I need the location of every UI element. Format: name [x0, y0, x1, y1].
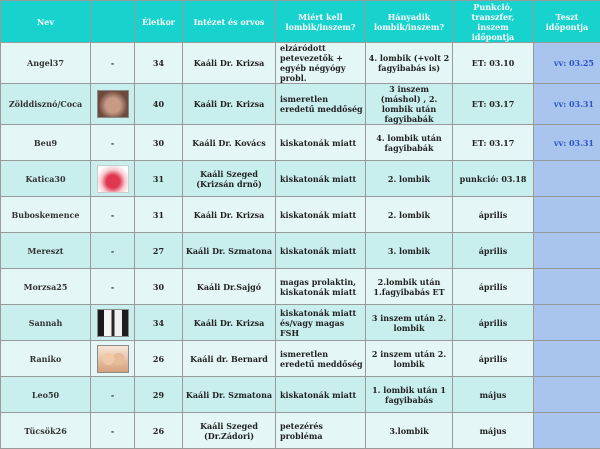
age-cell: 40 [135, 84, 183, 125]
test-cell [534, 413, 600, 449]
name-cell: Buboskemence [1, 197, 91, 233]
clinic-cell: Kaáli Dr. Krizsa [183, 305, 276, 341]
photo-cell: - [91, 233, 135, 269]
which-cell: 3.lombik [366, 413, 453, 449]
photo-cell [91, 161, 135, 197]
reason-cell: kiskatonák miatt [276, 161, 366, 197]
photo-cell: - [91, 269, 135, 305]
name-cell: Zölddisznó/Coca [1, 84, 91, 125]
clinic-cell: Kaáli Dr. Krizsa [183, 43, 276, 84]
name-cell: Mereszt [1, 233, 91, 269]
test-cell [534, 197, 600, 233]
age-cell: 31 [135, 161, 183, 197]
name-cell: Leo50 [1, 377, 91, 413]
punct-cell: ET: 03.17 [453, 84, 534, 125]
reason-cell: kiskatonák miatt [276, 125, 366, 161]
name-cell: Sannah [1, 305, 91, 341]
dogs-photo [97, 309, 129, 337]
table-row [1, 233, 600, 269]
which-cell: 2. lombik [366, 197, 453, 233]
age-cell: 31 [135, 197, 183, 233]
punct-cell: április [453, 269, 534, 305]
age-cell: 30 [135, 125, 183, 161]
which-cell: 2. lombik [366, 161, 453, 197]
which-cell: 3. lombik [366, 233, 453, 269]
table-row [1, 305, 600, 341]
test-cell [534, 269, 600, 305]
photo-cell: - [91, 197, 135, 233]
punct-cell: április [453, 233, 534, 269]
age-cell: 34 [135, 43, 183, 84]
table-row [1, 84, 600, 125]
test-cell: vv: 03.31 [534, 125, 600, 161]
reason-cell: kiskatonák miatt és/vagy magas FSH [276, 305, 366, 341]
punct-cell: május [453, 413, 534, 449]
header-age: Életkor [135, 1, 183, 43]
heart-photo [97, 165, 129, 193]
which-cell: 4. lombik (+volt 2 fagyibabás is) [366, 43, 453, 84]
which-cell: 2.lombik után 1.fagyibabás ET [366, 269, 453, 305]
punct-cell: ET: 03.10 [453, 43, 534, 84]
photo-cell: - [91, 377, 135, 413]
clinic-cell: Kaáli Szeged (Krizsán drnő) [183, 161, 276, 197]
test-cell: vv: 03.31 [534, 84, 600, 125]
clinic-cell: Kaáli dr. Bernard [183, 341, 276, 377]
name-cell: Angel37 [1, 43, 91, 84]
name-cell: Katica30 [1, 161, 91, 197]
pig-photo [97, 90, 129, 118]
table-row [1, 161, 600, 197]
clinic-cell: Kaáli Dr.Sajgó [183, 269, 276, 305]
couple-photo [97, 345, 129, 373]
table-row [1, 269, 600, 305]
header-which: Hányadik lombik/inszem? [366, 1, 453, 43]
header-clinic: Intézet és orvos [183, 1, 276, 43]
age-cell: 27 [135, 233, 183, 269]
reason-cell: petezérés probléma [276, 413, 366, 449]
photo-cell [91, 305, 135, 341]
reason-cell: ismeretlen eredetű meddőség [276, 341, 366, 377]
reason-cell: kiskatonák miatt [276, 197, 366, 233]
clinic-cell: Kaáli Dr. Szmatona [183, 233, 276, 269]
clinic-cell: Kaáli Dr. Krizsa [183, 197, 276, 233]
which-cell: 3 inszem után 2. lombik [366, 305, 453, 341]
table-row [1, 43, 600, 84]
table-row [1, 341, 600, 377]
table-row [1, 377, 600, 413]
header-row [1, 1, 600, 43]
header-punct: Punkció, transzfer, inszem időpontja [453, 1, 534, 43]
table-row [1, 413, 600, 449]
table-row [1, 197, 600, 233]
age-cell: 30 [135, 269, 183, 305]
punct-cell: április [453, 305, 534, 341]
photo-cell [91, 84, 135, 125]
clinic-cell: Kaáli Dr. Kovács [183, 125, 276, 161]
reason-cell: magas prolaktin, kiskatonák miatt [276, 269, 366, 305]
photo-cell: - [91, 43, 135, 84]
which-cell: 2 inszem után 2. lombik [366, 341, 453, 377]
age-cell: 29 [135, 377, 183, 413]
reason-cell: kiskatonák miatt [276, 377, 366, 413]
age-cell: 26 [135, 413, 183, 449]
header-test: Teszt időpontja [534, 1, 600, 43]
header-photo [91, 1, 135, 43]
photo-cell: - [91, 125, 135, 161]
test-cell: vv: 03.25 [534, 43, 600, 84]
which-cell: 1. lombik után 1 fagyibabás [366, 377, 453, 413]
reason-cell: kiskatonák miatt [276, 233, 366, 269]
test-cell [534, 161, 600, 197]
test-cell [534, 377, 600, 413]
table-row [1, 125, 600, 161]
name-cell: Beu9 [1, 125, 91, 161]
test-cell [534, 341, 600, 377]
test-cell [534, 305, 600, 341]
name-cell: Morzsa25 [1, 269, 91, 305]
punct-cell: punkció: 03.18 [453, 161, 534, 197]
punct-cell: május [453, 377, 534, 413]
clinic-cell: Kaáli Dr. Szmatona [183, 377, 276, 413]
clinic-cell: Kaáli Szeged (Dr.Zádori) [183, 413, 276, 449]
punct-cell: április [453, 341, 534, 377]
which-cell: 4. lombik után fagyibabák [366, 125, 453, 161]
photo-cell: - [91, 413, 135, 449]
age-cell: 34 [135, 305, 183, 341]
age-cell: 26 [135, 341, 183, 377]
reason-cell: ismeretlen eredetű meddőség [276, 84, 366, 125]
clinic-cell: Kaáli Dr. Krizsa [183, 84, 276, 125]
header-name: Nev [1, 1, 91, 43]
header-reason: Miért kell lombik/inszem? [276, 1, 366, 43]
which-cell: 3 inszem (máshol) , 2. lombik után fagyibabák [366, 84, 453, 125]
punct-cell: április [453, 197, 534, 233]
test-cell [534, 233, 600, 269]
photo-cell [91, 341, 135, 377]
punct-cell: ET: 03.17 [453, 125, 534, 161]
reason-cell: elzáródott petevezetők + egyéb négyógy probl. [276, 43, 366, 84]
name-cell: Raniko [1, 341, 91, 377]
name-cell: Tücsök26 [1, 413, 91, 449]
